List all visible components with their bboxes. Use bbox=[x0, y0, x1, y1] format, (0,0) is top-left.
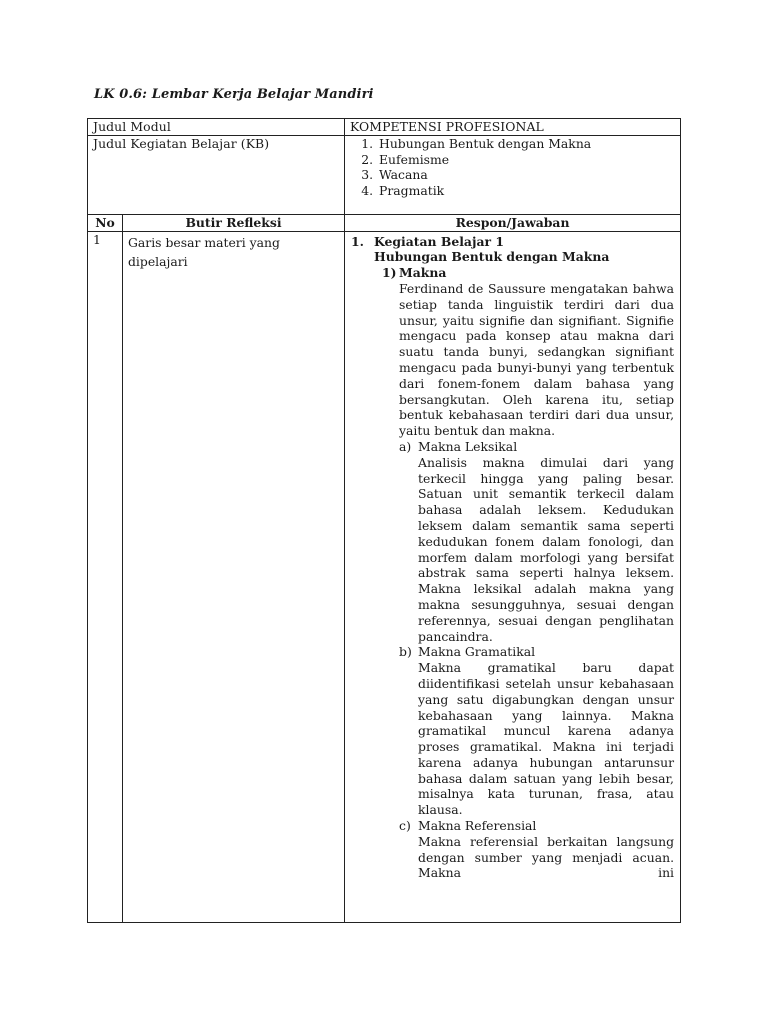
butir-refleksi: Garis besar materi yang dipelajari bbox=[123, 231, 345, 922]
kb-list bbox=[350, 136, 675, 199]
kb-item: 2. Eufemisme bbox=[377, 152, 675, 168]
col-header-butir: Butir Refleksi bbox=[123, 214, 345, 231]
kb-item: 4. Pragmatik bbox=[377, 183, 675, 199]
col-header-no: No bbox=[88, 214, 123, 231]
section-heading: 1. Kegiatan Belajar 1 bbox=[351, 233, 504, 249]
row-number: 1 bbox=[88, 231, 123, 922]
kb-list-cell bbox=[345, 135, 681, 214]
row-judul-modul bbox=[88, 119, 681, 136]
section-subtitle: Hubungan Bentuk dengan Makna bbox=[374, 249, 610, 265]
respon-jawaban bbox=[345, 231, 681, 922]
subsection-c-heading: c) Makna Referensial bbox=[399, 818, 537, 834]
subsection-a-heading: a) Makna Leksikal bbox=[399, 438, 518, 454]
subsection-a-text: Analisis makna dimulai dari yang terkecil hingga yang paling besar. Satuan unit semantik terkecil dalam bahasa adalah leksem. Kedudukan leksem dalam semantik sama seperti kedudukan fonem dalam fonologi, dan morfem dalam morfologi yang bersifat abstrak sama seperti halnya leksem. Makna leksikal adalah makna yang makna sesungguhnya, sesuai dengan referennya, sesuai dengan penglihatan pancaindra. bbox=[418, 454, 675, 644]
subsection-heading: 1) Makna bbox=[382, 265, 447, 281]
label-judul-modul: Judul Modul bbox=[88, 119, 345, 136]
subsection-b-heading: b) Makna Gramatikal bbox=[399, 644, 536, 660]
intro-paragraph: Ferdinand de Saussure mengatakan bahwa setiap tanda linguistik terdiri dari dua unsur, yaitu signifie dan signifiant. Signifie mengacu pada konsep atau makna dari suatu tanda bunyi, sedangkan signifiant mengacu pada bunyi-bunyi yang terbentuk dari fonem-fonem dalam bahasa yang bersangkutan. Oleh karena itu, setiap bentuk kebahasaan terdiri dari dua unsur, yaitu bentuk dan makna. bbox=[399, 280, 675, 439]
worksheet-table bbox=[87, 118, 681, 923]
col-header-respon: Respon/Jawaban bbox=[345, 214, 681, 231]
document-title: LK 0.6: Lembar Kerja Belajar Mandiri bbox=[94, 87, 374, 102]
subsection-b-text: Makna gramatikal baru dapat diidentifikasi setelah unsur kebahasaan yang satu digabungkan dengan unsur kebahasaan yang lainnya. Makna gramatikal muncul karena adanya proses gramatikal. Makna ini terjadi karena adanya hubungan antarunsur bahasa dalam satuan yang lebih besar, misalnya kata turunan, frasa, atau klausa. bbox=[418, 660, 675, 818]
label-judul-kb: Judul Kegiatan Belajar (KB) bbox=[88, 135, 345, 214]
row-judul-kb bbox=[88, 135, 681, 214]
kb-item: 3. Wacana bbox=[377, 167, 675, 183]
column-header-row bbox=[88, 214, 681, 231]
value-judul-modul: KOMPETENSI PROFESIONAL bbox=[345, 119, 681, 136]
subsection-c-text: Makna referensial berkaitan langsung dengan sumber yang menjadi acuan. Makna ini bbox=[418, 833, 675, 881]
kb-item: 1. Hubungan Bentuk dengan Makna bbox=[377, 136, 675, 152]
table-row bbox=[88, 231, 681, 922]
